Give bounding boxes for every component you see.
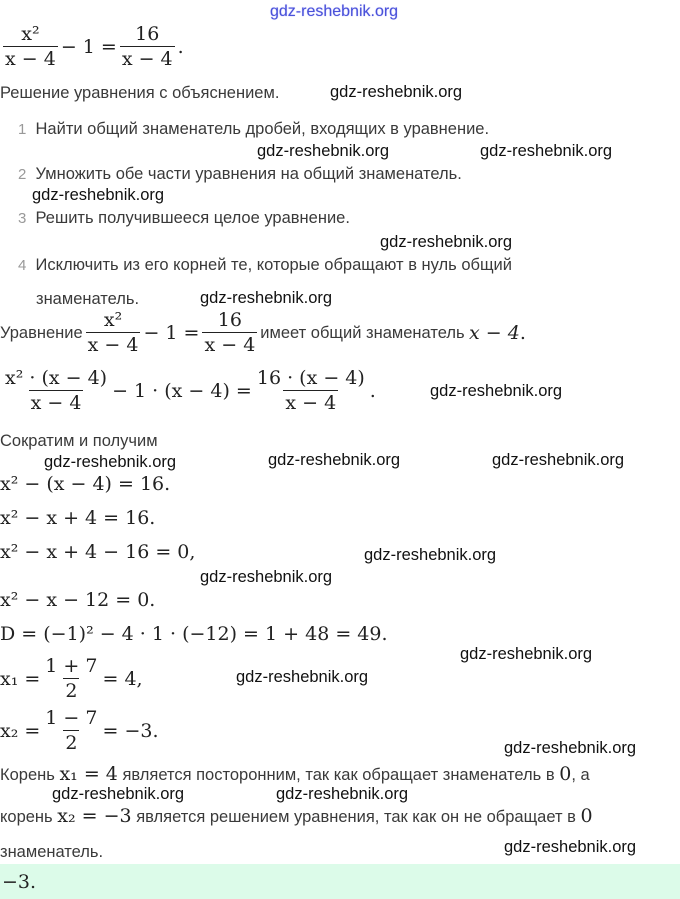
period: . [519,321,526,344]
denominator: 2 [65,680,78,702]
denominator: x − 4 [285,392,337,414]
numerator: 16 [217,309,242,331]
watermark: gdz-reshebnik.org [504,838,637,856]
equation-middle: − 1 · (x − 4) = [112,379,252,402]
watermark: gdz-reshebnik.org [504,739,637,757]
numerator: 1 + 7 [45,655,98,677]
equation-middle: − 1 = [143,321,200,344]
watermark: gdz-reshebnik.org [270,3,399,20]
numerator: x² · (x − 4) [5,367,108,389]
watermark: gdz-reshebnik.org [480,142,613,160]
step-number: 1 [18,121,27,138]
watermark: gdz-reshebnik.org [32,186,165,204]
step-number: 4 [18,257,27,274]
numerator: 16 [135,23,160,45]
discriminant-line: D = (−1)² − 4 · 1 · (−12) = 1 + 48 = 49. [0,623,388,645]
watermark: gdz-reshebnik.org [200,289,333,307]
step-2 [18,164,462,185]
watermark: gdz-reshebnik.org [268,451,401,469]
lhs: x₂ = [0,719,41,742]
text: корень [0,808,53,826]
equation-end: . [177,35,184,58]
conclusion-line-1 [0,764,590,785]
conclusion-line-2 [0,806,593,827]
watermark: gdz-reshebnik.org [200,568,333,586]
watermark: gdz-reshebnik.org [364,546,497,564]
answer-box [0,864,680,899]
numerator: x² [103,309,123,331]
text: Корень [0,766,55,784]
equation-middle: − 1 = [60,35,117,58]
text: является посторонним, так как обращает знаменатель в [122,766,555,784]
watermark: gdz-reshebnik.org [492,451,625,469]
common-denominator-line [0,310,526,355]
watermark: gdz-reshebnik.org [330,83,463,101]
step-number: 3 [18,210,27,227]
text: имеет общий знаменатель [260,323,465,342]
denominator: x − 4 [121,48,173,70]
equation-line: x² − x − 12 = 0. [0,589,156,611]
denominator: x − 4 [204,334,256,356]
reduce-text: Сократим и получим [0,432,158,450]
equation-line: x² − x + 4 = 16. [0,507,156,529]
text: является решением уравнения, так как он не обращает в [136,808,576,826]
step-4 [18,255,512,276]
step-4-continued: знаменатель. [36,290,140,308]
equation-line: x² − (x − 4) = 16. [0,473,171,495]
text: Уравнение [0,323,83,342]
answer-value: −3. [2,871,37,893]
math: x₁ = 4 [59,763,118,785]
numerator: x² [21,23,40,45]
step-number: 2 [18,166,27,183]
denominator: x − 4 [5,48,56,70]
math: x − 4 [469,321,520,344]
denominator: 2 [65,732,78,754]
step-text: Умножить обе части уравнения на общий знаменатель. [35,165,462,183]
step-text: Найти общий знаменатель дробей, входящих в уравнение. [35,120,490,138]
math: x₂ = −3 [57,805,132,827]
watermark: gdz-reshebnik.org [380,233,513,251]
watermark: gdz-reshebnik.org [460,645,593,663]
denominator: x − 4 [87,334,139,356]
watermark: gdz-reshebnik.org [276,785,409,803]
math: 0 [559,763,572,785]
step-text: Исключить из его корней те, которые обращают в нуль общий [35,256,512,274]
watermark: gdz-reshebnik.org [430,382,563,400]
lhs: x₁ = [0,667,41,690]
equation-line: x² − x + 4 − 16 = 0, [0,541,196,563]
intro-text: Решение уравнения с объяснением. [0,84,280,102]
rhs: = −3. [102,719,159,742]
root-x1 [0,656,143,701]
multiplied-equation [0,368,376,413]
numerator: 1 − 7 [45,707,98,729]
root-x2 [0,708,159,753]
conclusion-line-3: знаменатель. [0,843,104,861]
watermark: gdz-reshebnik.org [44,453,177,471]
watermark: gdz-reshebnik.org [236,668,369,686]
rhs: = 4, [102,667,143,690]
denominator: x − 4 [30,392,82,414]
step-text: Решить получившееся целое уравнение. [35,209,350,227]
equation-end: . [369,379,376,402]
text: , а [571,766,590,784]
equation [0,24,184,69]
numerator: 16 · (x − 4) [256,367,365,389]
step-1 [18,119,489,140]
watermark: gdz-reshebnik.org [52,785,185,803]
step-3 [18,208,350,229]
math: 0 [580,805,593,827]
watermark: gdz-reshebnik.org [257,142,390,160]
